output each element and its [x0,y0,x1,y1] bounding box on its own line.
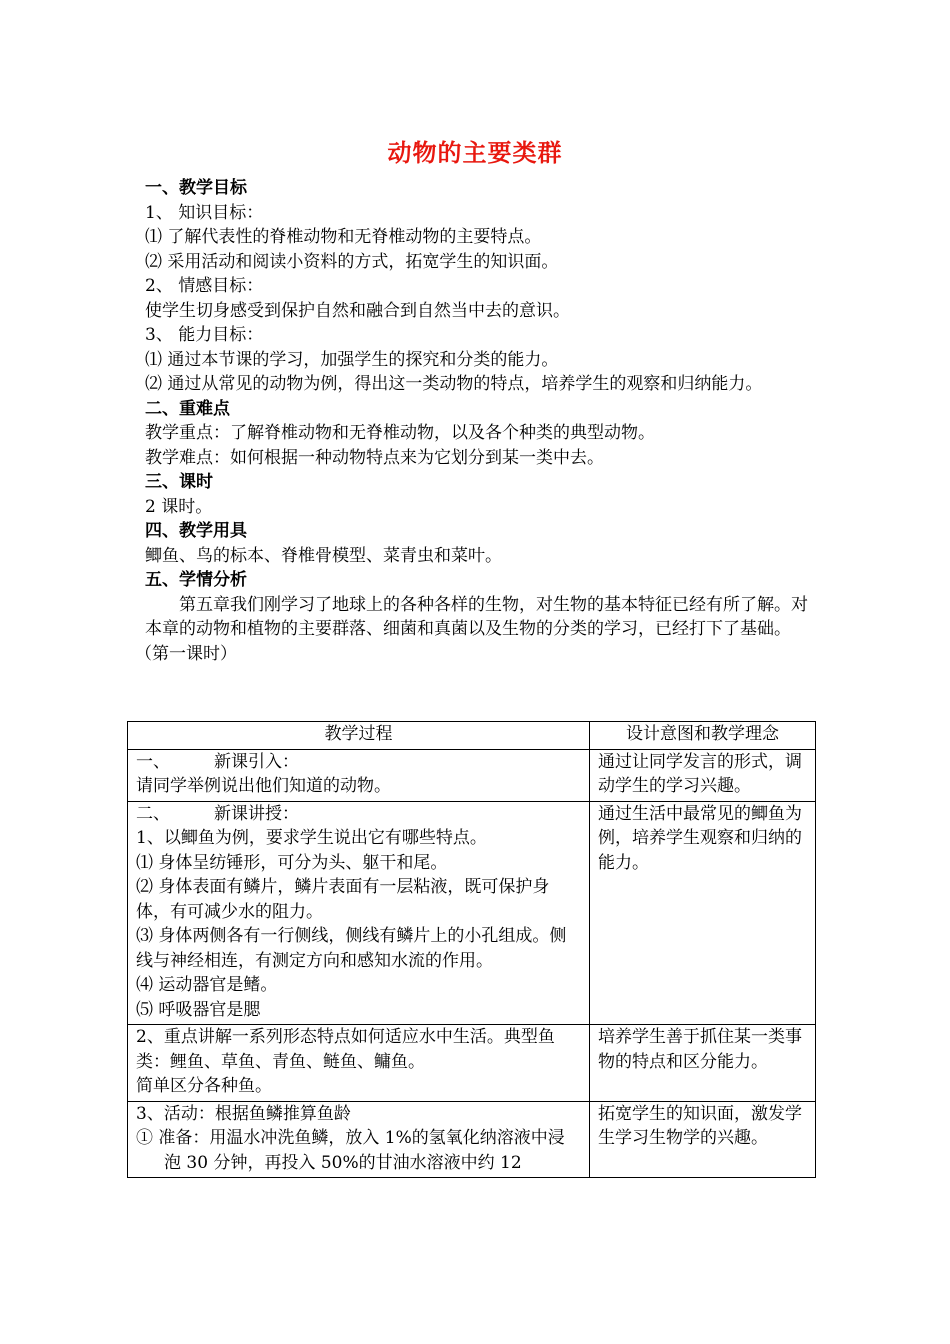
table-cell [128,801,590,1025]
text-line: 使学生切身感受到保护自然和融合到自然当中去的意识。 [145,300,570,321]
table-cell: 通过让同学发言的形式，调动学生的学习兴趣。 [590,749,816,801]
cell-line: ⑶ 身体两侧各有一行侧线，侧线有鳞片上的小孔组成。侧线与神经相连，有测定方向和感知水流的作用。 [136,926,567,971]
text-line: 教学重点：了解脊椎动物和无脊椎动物，以及各个种类的典型动物。 [145,423,655,443]
cell-line: 1、以鲫鱼为例，要求学生说出它有哪些特点。 [136,828,487,848]
table-cell [128,749,590,801]
text-line: ⑴ 通过本节课的学习，加强学生的探究和分类的能力。 [145,349,559,370]
section-heading: 四、教学用具 [145,521,247,541]
column-header: 设计意图和教学理念 [590,722,816,750]
table-cell: 通过生活中最常见的鲫鱼为例，培养学生观察和归纳的能力。 [590,801,816,1025]
table-row [128,749,816,801]
text-line: 2 课时。 [145,496,213,517]
text-line: 2、 情感目标： [145,276,264,296]
section-heading: 一、教学目标 [145,178,247,198]
text-line: ⑵ 采用活动和阅读小资料的方式，拓宽学生的知识面。 [145,251,559,272]
document-body [135,176,817,666]
table-cell: 培养学生善于抓住某一类事物的特点和区分能力。 [590,1025,816,1102]
table-row [128,1025,816,1102]
text-line: 1、 知识目标： [145,202,264,223]
table-header-row [128,722,816,750]
cell-line: ⑴ 身体呈纺锤形，可分为头、躯干和尾。 [136,852,448,873]
cell-line [136,802,581,827]
cell-line: ⑷ 运动器官是鳍。 [136,975,278,995]
lesson-process-table [127,721,816,1178]
table-row [128,801,816,1025]
text-line: ⑴ 了解代表性的脊椎动物和无脊椎动物的主要特点。 [145,227,542,247]
table-row [128,1101,816,1178]
step-number: 二、 [136,803,170,824]
step-number: 一、 [136,751,170,772]
cell-line: 2、重点讲解一系列形态特点如何适应水中生活。典型鱼类：鲤鱼、草鱼、青鱼、鲢鱼、鳙鱼。 [136,1027,555,1072]
cell-line: ⑵ 身体表面有鳞片，鳞片表面有一层粘液，既可保护身体，有可减少水的阻力。 [136,877,550,922]
cell-line [136,750,581,775]
table-cell [128,1101,590,1178]
step-title: 新课引入： [214,751,299,772]
lesson-label: （第一课时） [135,643,237,664]
section-heading: 五、学情分析 [145,570,247,590]
text-line: 教学难点：如何根据一种动物特点来为它划分到某一类中去。 [145,447,604,468]
table-cell: 拓宽学生的知识面，激发学生学习生物学的兴趣。 [590,1101,816,1178]
text-line: ⑵ 通过从常见的动物为例，得出这一类动物的特点，培养学生的观察和归纳能力。 [145,374,763,394]
cell-line: ⑸ 呼吸器官是腮 [136,999,261,1020]
cell-line: 请同学举例说出他们知道的动物。 [136,776,391,796]
cell-line: ① 准备：用温水冲洗鱼鳞，放入 1%的氢氧化纳溶液中浸泡 30 分钟，再投入 50%的甘油水溶液中约 12 [136,1128,565,1173]
cell-line: 3、活动：根据鱼鳞推算鱼龄 [136,1103,351,1124]
column-header: 教学过程 [128,722,590,750]
cell-line: 简单区分各种鱼。 [136,1076,272,1096]
step-title: 新课讲授： [214,803,299,824]
paragraph: 第五章我们刚学习了地球上的各种各样的生物，对生物的基本特征已经有所了解。对本章的动物和植物的主要群落、细菌和真菌以及生物的分类的学习，已经打下了基础。 [145,594,808,639]
section-heading: 二、重难点 [145,398,230,419]
table-cell [128,1025,590,1102]
text-line: 鲫鱼、鸟的标本、脊椎骨模型、菜青虫和菜叶。 [145,545,502,566]
text-line: 3、 能力目标： [145,325,264,345]
section-heading: 三、课时 [145,472,213,492]
page-title: 动物的主要类群 [387,139,563,167]
